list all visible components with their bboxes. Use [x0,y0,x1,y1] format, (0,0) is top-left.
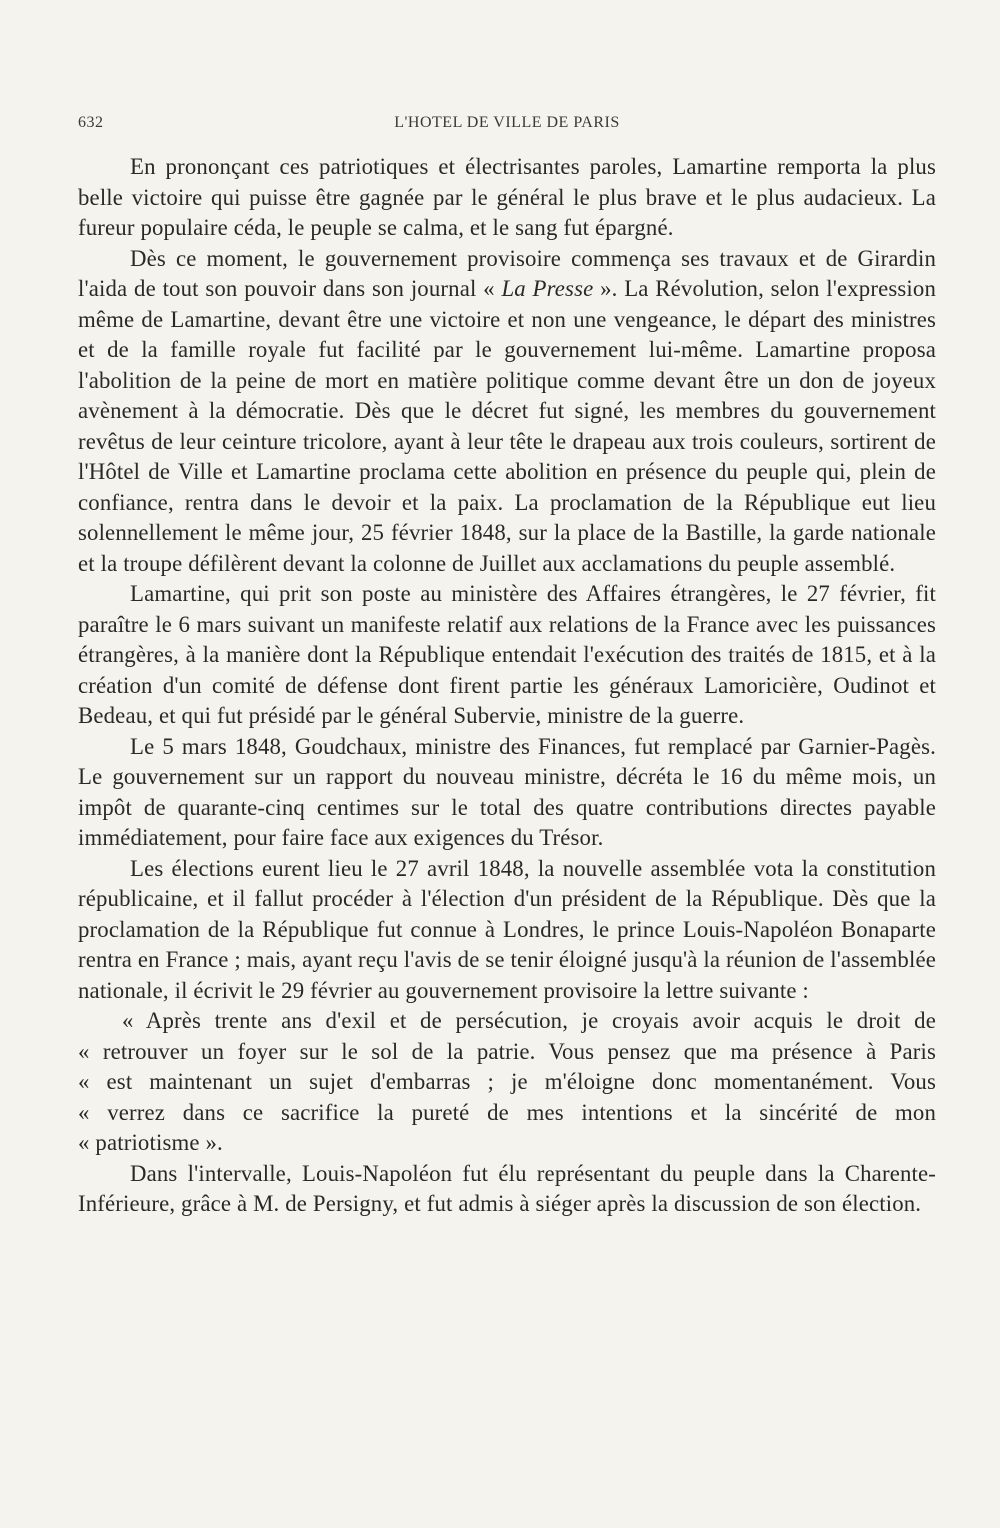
paragraph-2 [78,244,936,580]
body-text [78,152,936,1220]
paragraph-2-text-start: Dès ce moment, le gouvernement provisoire commença ses travaux et de Girardin l'aida de tout son pouvoir dans son journal « [78,245,936,301]
page-number: 632 [78,114,104,131]
newspaper-title: La Presse [501,276,594,301]
paragraph-3: Lamartine, qui prit son poste au ministère des Affaires étrangères, le 27 février, fit paraître le 6 mars suivant un manifeste relatif aux relations de la France avec les puissances étrangères, à la manière dont la République entendait l'exécution des traités de 1815, et à la création d'un comité de défense dont firent partie les généraux Lamoricière, Oudinot et Bedeau, et qui fut présidé par le général Subervie, ministre de la guerre. [78,581,936,728]
paragraph-1: En prononçant ces patriotiques et électrisantes paroles, Lamartine remporta la plus belle victoire qui puisse être gagnée par le général le plus brave et le plus audacieux. La fureur populaire céda, le peuple se calma, et le sang fut épargné. [78,154,936,240]
paragraph-4: Le 5 mars 1848, Goudchaux, ministre des Finances, fut remplacé par Garnier-Pagès. Le gouvernement sur un rapport du nouveau ministre, décréta le 16 du même mois, un impôt de quarante-cinq centimes sur le total des quatre contributions directes payable immédiatement, pour faire face aux exigences du Trésor. [78,733,936,850]
running-head [78,114,936,138]
paragraph-5: Les élections eurent lieu le 27 avril 1848, la nouvelle assemblée vota la constitution républicaine, et il fallut procéder à l'élection d'un président de la République. Dès que la proclamation de la République fut connue à Londres, le prince Louis-Napoléon Bonaparte rentra en France ; mais, ayant reçu l'avis de se tenir éloigné jusqu'à la réunion de l'assemblée nationale, il écrivit le 29 février au gouvernement provisoire la lettre suivante : [78,855,936,1003]
letter-quote [78,1006,936,1159]
running-title: L'HOTEL DE VILLE DE PARIS [394,114,620,131]
quote-line: « verrez dans ce sacrifice la pureté de mes intentions et la sincérité de mon [78,1099,936,1125]
paragraph-2-text-end: ». La Révolution, selon l'expression même de Lamartine, devant être une victoire et non une vengeance, le départ des ministres et de la famille royale fut facilité par le gouvernement lui-même. Lamartine proposa l'abolition de la peine de mort en matière politique comme devant être un don de joyeux avènement à la démocratie. Dès que le décret fut signé, les membres du gouvernement revêtus de leur ceinture tricolore, ayant à leur tête le drapeau aux trois couleurs, sortirent de l'Hôtel de Ville et Lamartine proclama cette abolition en présence du peuple qui, plein de confiance, rentra dans le devoir et la paix. La proclamation de la République eut lieu solennellement le même jour, 25 février 1848, sur la place de la Bastille, la garde nationale et la troupe défilèrent devant la colonne de Juillet aux acclamations du peuple assemblé. [78,276,936,576]
quote-line: « Après trente ans d'exil et de persécution, je croyais avoir acquis le droit de [122,1008,936,1033]
quote-line: « patriotisme ». [78,1130,223,1155]
paragraph-7: Dans l'intervalle, Louis-Napoléon fut élu représentant du peuple dans la Charente-Inférieure, grâce à M. de Persigny, et fut admis à siéger après la discussion de son élection. [78,1160,936,1216]
quote-line: « retrouver un foyer sur le sol de la patrie. Vous pensez que ma présence à Paris [78,1038,936,1064]
quote-line: « est maintenant un sujet d'embarras ; je m'éloigne donc momentanément. Vous [78,1069,936,1094]
